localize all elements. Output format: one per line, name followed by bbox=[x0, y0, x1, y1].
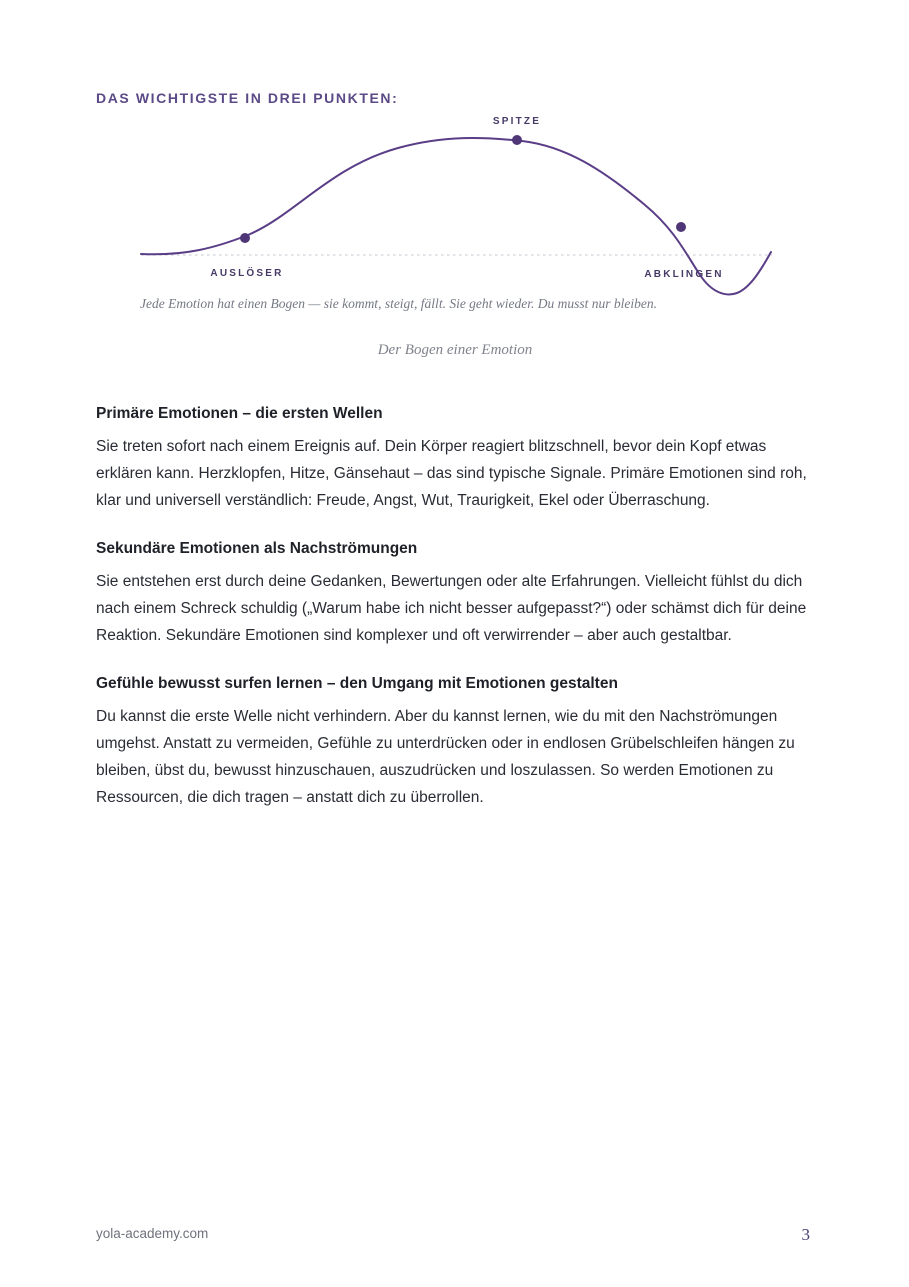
trigger-point-dot bbox=[240, 233, 250, 243]
section-secondary-emotions bbox=[96, 540, 814, 649]
section-surf-feelings bbox=[96, 675, 814, 811]
peak-point-dot bbox=[512, 135, 522, 145]
figure-caption: Der Bogen einer Emotion bbox=[377, 342, 533, 358]
page-title: DAS WICHTIGSTE IN DREI PUNKTEN: bbox=[96, 90, 399, 106]
footer-website: yola-academy.com bbox=[96, 1226, 209, 1241]
section-paragraph: Sie entstehen erst durch deine Gedanken, Bewertungen oder alte Erfahrungen. Vielleicht fühlst du dich nach einem Schreck schuldig („Warum habe ich nicht besser aufgepasst?“) oder schämst dich für deine Reaktion. Sekundäre Emotionen sind komplexer und oft verwirrender – aber auch gestaltbar. bbox=[96, 573, 807, 644]
emotion-arc-figure bbox=[140, 118, 780, 294]
section-paragraph: Sie treten sofort nach einem Ereignis auf. Dein Körper reagiert blitzschnell, bevor dein Kopf etwas erklären kann. Herzklopfen, Hitze, Gänsehaut – das sind typische Signale. Primäre Emotionen sind roh, klar und universell verständlich: Freude, Angst, Wut, Traurigkeit, Ekel oder Überraschung. bbox=[96, 438, 807, 509]
section-paragraph: Du kannst die erste Welle nicht verhindern. Aber du kannst lernen, wie du mit den Nachströmungen umgehst. Anstatt zu vermeiden, Gefühle zu unterdrücken oder in endlosen Grübelschleifen hängen zu bleiben, übst du, bewusst hinzuschauen, auszudrücken und loszulassen. So werden Emotionen zu Ressourcen, die dich tragen – anstatt dich zu überrollen. bbox=[96, 708, 795, 806]
trigger-label: AUSLÖSER bbox=[210, 268, 284, 279]
section-heading: Sekundäre Emotionen als Nachströmungen bbox=[96, 540, 418, 557]
page-content bbox=[96, 0, 814, 835]
section-heading: Gefühle bewusst surfen lernen – den Umgang mit Emotionen gestalten bbox=[96, 675, 618, 692]
decay-point-dot bbox=[676, 222, 686, 232]
body-sections bbox=[96, 405, 814, 811]
figure-annotation: Jede Emotion hat einen Bogen — sie kommt, steigt, fällt. Sie geht wieder. Du musst nur bleiben. bbox=[140, 296, 658, 311]
emotion-curve-diagram bbox=[140, 124, 780, 310]
section-heading: Primäre Emotionen – die ersten Wellen bbox=[96, 405, 383, 422]
decay-label: ABKLINGEN bbox=[644, 269, 724, 280]
section-primary-emotions bbox=[96, 405, 814, 514]
footer-page-number: 3 bbox=[801, 1225, 810, 1244]
peak-label: SPITZE bbox=[492, 116, 542, 127]
